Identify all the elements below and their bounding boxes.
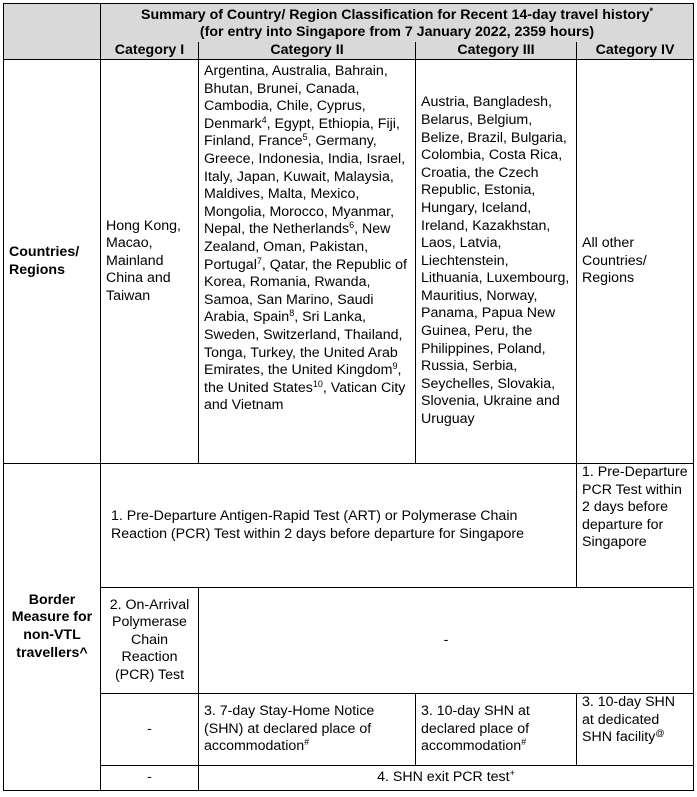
shn-cat2-mark: # bbox=[304, 737, 310, 748]
row-header-border-measure: Border Measure for non-VTL travellers^ bbox=[4, 464, 101, 791]
footnote-mark: 10 bbox=[312, 378, 323, 389]
category-2-country-segment: Argentina, Australia, Bahrain, Bhutan, Brunei, Canada, Cambodia, Chile, Cyprus, Denmark bbox=[204, 63, 388, 132]
shn-row bbox=[4, 694, 694, 766]
column-header-category-1: Category I bbox=[101, 42, 199, 60]
header-corner-cell bbox=[4, 4, 101, 60]
category-2-country-segment: , Vatican City and Vietnam bbox=[204, 379, 406, 414]
column-header-category-3: Category III bbox=[416, 42, 577, 60]
shn-cat1: - bbox=[101, 694, 199, 766]
shn-cat3-mark: # bbox=[521, 737, 527, 748]
pre-departure-test-row bbox=[4, 464, 694, 588]
footnote-mark: 8 bbox=[289, 308, 295, 319]
shn-exit-test-row bbox=[4, 766, 694, 791]
column-header-category-4: Category IV bbox=[577, 42, 694, 60]
shn-cat3-text: 3. 10-day SHN at declared place of accommodation bbox=[421, 703, 530, 755]
footnote-mark: 4 bbox=[261, 114, 267, 125]
pre-departure-test-cat1-3: 1. Pre-Departure Antigen-Rapid Test (ART) or Polymerase Chain Reaction (PCR) Test within 2 days before departure for Singapore bbox=[101, 464, 577, 588]
shn-cat3 bbox=[416, 694, 577, 766]
classification-table bbox=[3, 3, 694, 791]
title-footnote-mark: * bbox=[649, 6, 654, 17]
category-2-country-segment: , Sri Lanka, Sweden, Switzerland, Thailand, Tonga, Turkey, the United Arab Emirates, the United Kingdom bbox=[204, 309, 403, 379]
column-header-category-2: Category II bbox=[199, 42, 416, 60]
shn-cat2-text: 3. 7-day Stay-Home Notice (SHN) at declared place of accommodation bbox=[204, 703, 375, 755]
category-2-country-segment: , Qatar, the Republic of Korea, Romania, Rwanda, Samoa, San Marino, Saudi Arabia, Spain bbox=[204, 256, 407, 326]
table-title bbox=[101, 4, 694, 42]
footnote-mark: 9 bbox=[392, 361, 398, 372]
table-title-line2: (for entry into Singapore from 7 January 2022, 2359 hours) bbox=[199, 24, 595, 41]
header-title-row bbox=[4, 4, 694, 42]
category-3-countries: Austria, Bangladesh, Belarus, Belgium, Belize, Brazil, Bulgaria, Colombia, Costa Rica, Croatia, the Czech Republic, Estonia, Hungary, Iceland, Ireland, Kazakhstan, Laos, Latvia, Liechtenstein, Lithuania, Luxembourg, Mauritius, Norway, Panama, Papua New Guinea, Peru, the Philippines, Poland, Russia, Serbia, Seychelles, Slovakia, Slovenia, Ukraine and Uruguay bbox=[416, 60, 577, 464]
shn-cat4 bbox=[577, 694, 694, 766]
category-1-countries: Hong Kong, Macao, Mainland China and Taiwan bbox=[101, 60, 199, 464]
header-category-row bbox=[4, 42, 694, 60]
table-title-line1: Summary of Country/ Region Classification for Recent 14-day travel history bbox=[141, 7, 650, 24]
category-2-country-segment: , Germany, Greece, Indonesia, India, Israel, Italy, Japan, Kuwait, Malaysia, Maldives, Malta, Mexico, Mongolia, Morocco, Myanmar, Nepal, the Netherlands bbox=[204, 133, 406, 238]
footnote-mark: 5 bbox=[302, 132, 308, 143]
category-2-country-segment: , the United States bbox=[204, 362, 402, 396]
row-header-countries: Countries/ Regions bbox=[4, 60, 101, 464]
shn-cat2 bbox=[199, 694, 416, 766]
footnote-mark: 7 bbox=[256, 255, 262, 266]
countries-row bbox=[4, 60, 694, 464]
category-2-countries bbox=[199, 60, 416, 464]
pre-departure-test-cat4: 1. Pre-Departure PCR Test within 2 days before departure for Singapore bbox=[577, 464, 694, 588]
shn-exit-test-others bbox=[199, 766, 694, 791]
footnote-mark: 6 bbox=[349, 220, 355, 231]
on-arrival-test-cat1: 2. On-Arrival Polymerase Chain Reaction (PCR) Test bbox=[101, 588, 199, 694]
shn-cat4-text: 3. 10-day SHN at dedicated SHN facility bbox=[582, 694, 676, 746]
shn-exit-test-text: 4. SHN exit PCR test bbox=[377, 769, 510, 786]
on-arrival-test-others: - bbox=[199, 588, 694, 694]
shn-cat4-mark: @ bbox=[655, 728, 665, 739]
category-4-countries: All other Countries/ Regions bbox=[577, 60, 694, 464]
category-2-country-segment: , New Zealand, Oman, Pakistan, Portugal bbox=[204, 221, 391, 273]
category-2-country-segment: , Egypt, Ethiopia, Fiji, Finland, France bbox=[204, 115, 400, 150]
shn-exit-test-cat1: - bbox=[101, 766, 199, 791]
shn-exit-test-mark: + bbox=[509, 768, 515, 779]
on-arrival-test-row bbox=[4, 588, 694, 694]
